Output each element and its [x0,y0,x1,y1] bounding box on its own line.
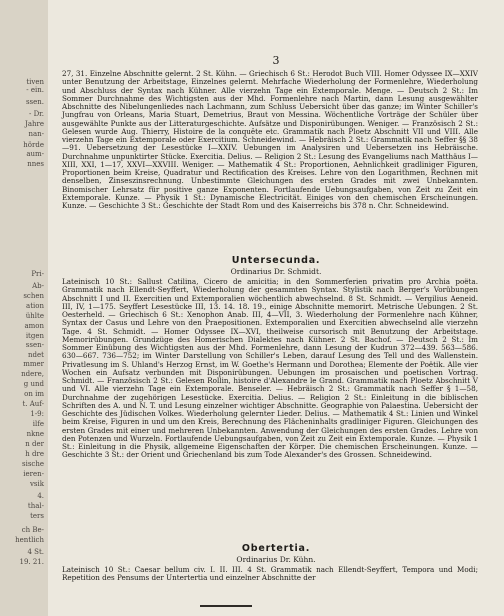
section-teacher-obertertia: Ordinarius Dr. Kühn. [236,555,316,564]
margin-fragment: sische [22,460,44,468]
section-heading-untersecunda: Untersecunda. [231,255,321,266]
margin-fragment: ssen. [25,98,44,106]
margin-fragment: 1-9: [30,410,44,418]
margin-fragment: 4. [37,492,44,500]
section-heading-obertertia: Obertertia. [241,543,311,554]
section-prima-continued-text: 27, 31. Einzelne Abschnitte gelernt. 2 St. Kühn. — Griechisch 6 St.: Herodot Buch VIII. Homer Odyssee IX—XXIV unter Benutzung der Arbeitstage, Einzelnes gelernt. Mehrfache Wiederholung der Formenlehre, Wiederholung und Abschluss der Syntax nach Kühner. Alle vierzehn Tage ein Extemporale. Menge. — Deutsch 2 St.: Im Sommer Durchnahme des Wichtigsten aus der Mhd. Formenlehre nach Martin, dann Lesung ausgewählter Abschnitte des Nibelungenliedes nach Lachmann, zum Schluss Uebersicht über das ganze; im Winter Schiller's Jungfrau von Orleans, Maria Stuart, Demetrius, Braut von Messina. Wöchentliche Vorträge der Schüler über ausgewählte Punkte aus der Litteraturgeschichte. Aufsätze und Disponirübungen. Weniger. — Französisch 2 St.: Gelesen wurde Aug. Thierry, Histoire de la conquête etc. Grammatik nach Ploetz Abschnitt VII und VIII. Alle vierzehn Tage ein Extemporale oder Exercitium. Schneidewind. — Hebräisch 2 St.: Grammatik nach Seffer §§ 38—91. Uebersetzung der Lesestücke I—XXIV. Uebungen im Analysiren und Uebersetzen ins Hebräische. Durchnahme unpunktirter Stücke. Exercitia. Delius. — Religion 2 St.: Lesung des Evangeliums nach Matthäus I—XIII, XXI, 1—17, XXVI—XXVIII. Weniger. — Mathematik 4 St.: Proportionen, Aehnlichkeit gradliniger Figuren, Proportionen beim Kreise, Quadratur und Rectification des Kreises. Lehre von den Logarithmen, Rechnen mit denselben, Zinseszinsrechnung. Unbestimmte Gleichungen des ersten Grades mit zwei Unbekannten. Binomischer Lehrsatz für positive ganze Exponenten. Fortlaufende Uebungsaufgaben, von Zeit zu Zeit ein Extemporale. Kunze. — Physik 1 St.: Dynamische Electricität. Einiges von den chemischen Erscheinungen. Kunze. — Geschichte 3 St.: Geschichte der Stadt Rom und des Kaiserreichs bis 378 n. Chr. Schneidewind. [62,69,478,210]
margin-fragment: - Dr. [28,110,44,118]
document-page [48,0,504,616]
margin-fragment: itgen [25,332,44,340]
margin-fragment: ch Be- [21,526,44,534]
margin-fragment: ühlte [25,312,44,320]
margin-fragment: - ein. [26,86,44,94]
margin-fragment: hentlich [15,536,44,544]
margin-fragment: ation [26,302,44,310]
margin-fragment: h dre [25,450,44,458]
margin-fragment: 19. 21. [19,558,44,566]
margin-fragment: g und [23,380,44,388]
margin-fragment: nan- [28,130,44,138]
margin-fragment: ieren- [23,470,44,478]
margin-fragment: amon [24,322,44,330]
margin-fragment: Ab- [32,282,44,290]
margin-fragment: n der [25,440,44,448]
margin-fragment: hörde [23,141,44,149]
margin-fragment: ndet [28,351,44,359]
margin-fragment: schen [23,292,44,300]
margin-fragment: ssen- [25,341,44,349]
margin-fragment: thal- [27,502,44,510]
section-untersecunda-text: Lateinisch 10 St.: Sallust Catilina, Cicero de amicitia; in den Sommerferien privatim pro Archia poëta. Grammatik nach Ellendt-Seyffert, Wiederholung der gesammten Syntax. Stylistik nach Berger's Vorübungen Abschnitt I und II. Exercitien und Extemporalien wöchentlich abwechselnd. 8 St. Schmidt. — Vergilius Aeneid. III, IV, 1—175. Seyffert Lesestücke III, 13. 14. 18. 19., einige Abschnitte memorirt. Metrische Uebungen. 2 St. Oesterheld. — Griechisch 6 St.: Xenophon Anab. III, 4—VII, 3. Wiederholung der Formenlehre nach Kühner, Syntax der Casus und Lehre von den Praepositionen. Extemporalien und Exercitien abwechselnd alle vierzehn Tage. 4 St. Schmidt. — Homer Odyssee IX—XVI, theilweise cursorisch mit Benutzung der Arbeitstage. Memorirübungen. Grundzüge des Homerischen Dialektes nach Kühner. 2 St. Bachof. — Deutsch 2 St.: Im Sommer Einübung des Wichtigsten aus der Mhd. Formenlehre, dann Lesung der Kudrun 372—439. 563—586. 630—667. 736—752; im Winter Darstellung von Schiller's Leben, darauf Lesung des Tell und des Wallenstein. Privatlesung im S. Uhland's Herzog Ernst, im W. Goethe's Hermann und Dorothea; Elemente der Poëtik. Alle vier Wochen ein Aufsatz verbunden mit Disponirübungen. Uebungen im prosaischen und poetischen Vortrag. Schmidt. — Französisch 2 St.: Gelesen Rollin, histoire d'Alexandre le Grand. Grammatik nach Ploetz Abschnitt V und VI. Alle vierzehn Tage ein Extemporale. Benseler. — Hebräisch 2 St.: Grammatik nach Seffer § 1—58, Durchnahme der zugehörigen Lesestücke. Exercitia. Delius. — Religion 2 St.: Einleitung in die biblischen Schriften des A. und N. T. und Lesung einzelner wichtiger Abschnitte. Geographie von Palaestina. Uebersicht der Geschichte des Jüdischen Volkes. Wiederholung gelernter Lieder. Delius. — Mathematik 4 St.: Linien und Winkel beim Kreise, Figuren in und um den Kreis, Berechnung des Flächeninhalts gradliniger Figuren. Gleichungen des ersten Grades mit einer und mehreren Unbekannten. Anwendung der Gleichungen des ersten Grades. Lehre von den Potenzen und Wurzeln. Fortlaufende Uebungsaufgaben, von Zeit zu Zeit ein Extemporale. Kunze. — Physik 1 St.: Einleitung in die Physik, allgemeine Eigenschaften der Körper. Die chemischen Erscheinungen. Kunze. — Geschichte 3 St.: der Orient und Griechenland bis zum Tode Alexander's des Grossen. Schneidewind. [62,277,478,460]
margin-fragment: vsik [29,480,44,488]
adjacent-page-margin [0,0,49,616]
margin-fragment: mmer [23,360,44,368]
margin-fragment: on im [24,390,44,398]
margin-fragment: Jahre [25,120,44,128]
margin-fragment: Pri- [31,270,44,278]
bottom-rule [200,605,252,607]
margin-fragment: 4 St. [27,548,44,556]
page-number: 3 [272,54,280,67]
section-obertertia-text: Lateinisch 10 St.: Caesar bellum civ. I. II. III. 4 St. Grammatik nach Ellendt-Seyffert, Tempora und Modi; Repetition des Pensums der Untertertia und einzelner Abschnitte der [62,565,478,583]
section-teacher-untersecunda: Ordinarius Dr. Schmidt. [230,267,322,276]
margin-fragment: aum- [26,150,44,158]
margin-fragment: nnes [27,160,44,168]
margin-fragment: tiven [26,78,44,86]
margin-fragment: ndere, [21,370,44,378]
margin-fragment: ilfe [32,420,44,428]
margin-fragment: nkne [26,430,44,438]
margin-fragment: ters [30,512,44,520]
margin-fragment: t. Auf- [22,400,44,408]
